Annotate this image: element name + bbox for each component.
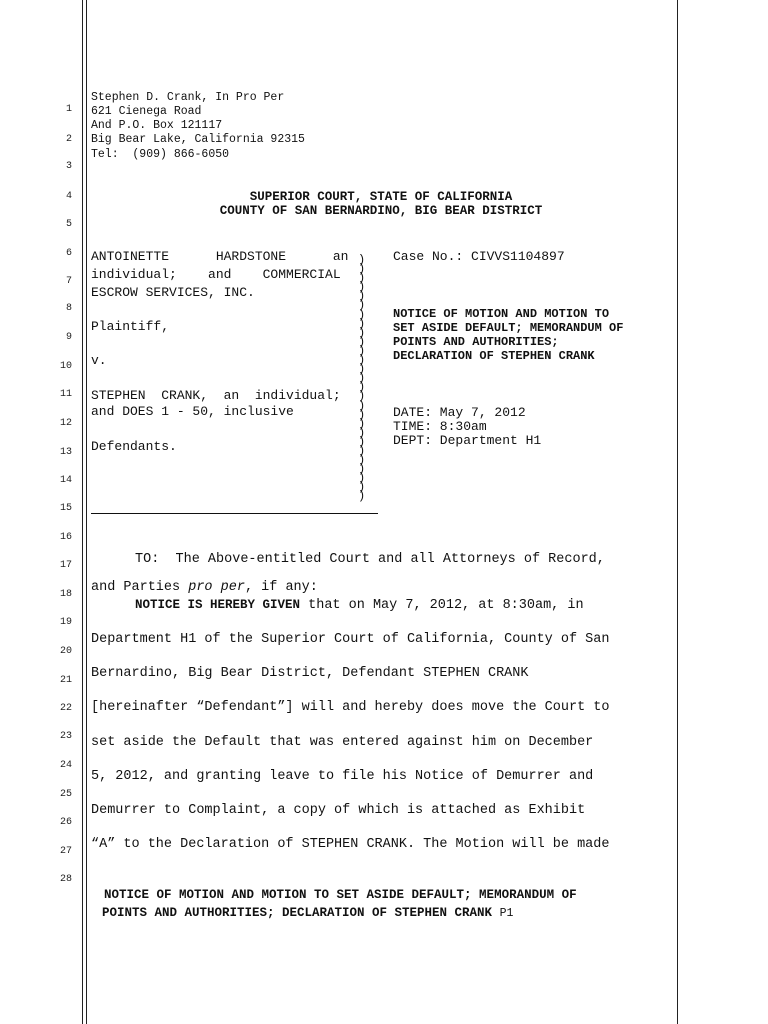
- caption-parentheses: ) ) ) ) ) ) ) ) ) ) ) ) ) ) ) ) ) ) ) ) ) ) ) ) ) ) ): [358, 253, 366, 504]
- line-number: 7: [65, 276, 72, 287]
- plaintiffs-line-3: ESCROW SERVICES, INC.: [91, 285, 255, 300]
- line-number: 24: [59, 760, 72, 771]
- right-margin-rule: [677, 0, 678, 1024]
- line-number: 14: [59, 475, 72, 486]
- plaintiff-label: Plaintiff,: [91, 319, 170, 334]
- court-title-line-2: COUNTY OF SAN BERNARDINO, BIG BEAR DISTRICT: [219, 204, 543, 218]
- case-number: Case No.: CIVVS1104897: [393, 249, 565, 264]
- body-line: Demurrer to Complaint, a copy of which is attached as Exhibit: [91, 803, 586, 818]
- line-number: 1: [65, 104, 72, 115]
- notice-heading: NOTICE IS HEREBY GIVEN: [135, 598, 301, 612]
- line-number: 28: [59, 874, 72, 885]
- filer-address-line-3: Big Bear Lake, California 92315: [91, 133, 305, 146]
- body-text: that on May 7, 2012, at 8:30am, in: [300, 598, 584, 613]
- document-title-line-3: POINTS AND AUTHORITIES;: [393, 335, 559, 349]
- line-number: 16: [59, 532, 72, 543]
- line-number: 23: [59, 731, 72, 742]
- line-number: 13: [59, 447, 72, 458]
- caption-underline: [91, 513, 378, 514]
- document-title-line-2: SET ASIDE DEFAULT; MEMORANDUM OF: [393, 321, 624, 335]
- line-number: 2: [65, 134, 72, 145]
- line-number: 11: [59, 389, 72, 400]
- line-number: 25: [59, 789, 72, 800]
- hearing-date: DATE: May 7, 2012: [393, 405, 526, 420]
- versus-label: v.: [91, 353, 107, 368]
- line-number: 27: [59, 846, 72, 857]
- filer-name: Stephen D. Crank, In Pro Per: [91, 91, 285, 104]
- line-number: 10: [59, 361, 72, 372]
- line-number: 3: [65, 161, 72, 172]
- defendant-line-2: and DOES 1 - 50, inclusive: [91, 404, 294, 419]
- hearing-time: TIME: 8:30am: [393, 419, 487, 434]
- hearing-department: DEPT: Department H1: [393, 433, 542, 448]
- document-title-line-1: NOTICE OF MOTION AND MOTION TO: [393, 307, 610, 321]
- footer-title-line-2: [102, 904, 513, 923]
- footer-title-text: POINTS AND AUTHORITIES; DECLARATION OF STEPHEN CRANK: [102, 906, 493, 920]
- body-line: 5, 2012, and granting leave to file his Notice of Demurrer and: [91, 769, 594, 784]
- body-line-parties: [91, 580, 318, 595]
- filer-telephone: Tel: (909) 866-6050: [91, 148, 230, 161]
- body-line: [hereinafter “Defendant”] will and hereby does move the Court to: [91, 700, 610, 715]
- document-title-line-4: DECLARATION OF STEPHEN CRANK: [393, 349, 595, 363]
- defendants-label: Defendants.: [91, 439, 177, 454]
- filer-address-line-2: And P.O. Box 121117: [91, 119, 223, 132]
- body-text: , if any:: [244, 580, 318, 595]
- left-margin-rule-outer: [82, 0, 83, 1024]
- left-margin-rule-inner: [86, 0, 87, 1024]
- line-number: 6: [65, 248, 72, 259]
- body-line: Bernardino, Big Bear District, Defendant STEPHEN CRANK: [91, 666, 529, 681]
- line-number: 18: [59, 589, 72, 600]
- body-text-italic: pro per: [188, 580, 245, 595]
- plaintiffs-line-1: ANTOINETTE HARDSTONE an: [91, 249, 349, 264]
- line-number: 9: [65, 332, 72, 343]
- defendant-line-1: STEPHEN CRANK, an individual;: [91, 388, 341, 403]
- body-line: Department H1 of the Superior Court of California, County of San: [91, 632, 610, 647]
- line-number: 12: [59, 418, 72, 429]
- filer-address-line-1: 621 Cienega Road: [91, 105, 202, 118]
- body-line-to: TO: The Above-entitled Court and all Attorneys of Record,: [135, 552, 605, 567]
- line-number: 8: [65, 303, 72, 314]
- footer-title-line-1: NOTICE OF MOTION AND MOTION TO SET ASIDE DEFAULT; MEMORANDUM OF: [104, 888, 577, 902]
- line-number: 21: [59, 675, 72, 686]
- page-number: P1: [499, 907, 514, 920]
- line-number: 5: [65, 219, 72, 230]
- body-text: and Parties: [91, 580, 189, 595]
- line-number: 20: [59, 646, 72, 657]
- line-number: 19: [59, 617, 72, 628]
- body-line: set aside the Default that was entered against him on December: [91, 735, 594, 750]
- court-title-line-1: SUPERIOR COURT, STATE OF CALIFORNIA: [249, 190, 513, 204]
- body-line: “A” to the Declaration of STEPHEN CRANK. The Motion will be made: [91, 837, 610, 852]
- line-number: 22: [59, 703, 72, 714]
- line-number: 15: [59, 503, 72, 514]
- line-number: 17: [59, 560, 72, 571]
- plaintiffs-line-2: individual; and COMMERCIAL: [91, 267, 341, 282]
- body-line-notice: [135, 598, 584, 613]
- line-number: 4: [65, 191, 72, 202]
- line-number: 26: [59, 817, 72, 828]
